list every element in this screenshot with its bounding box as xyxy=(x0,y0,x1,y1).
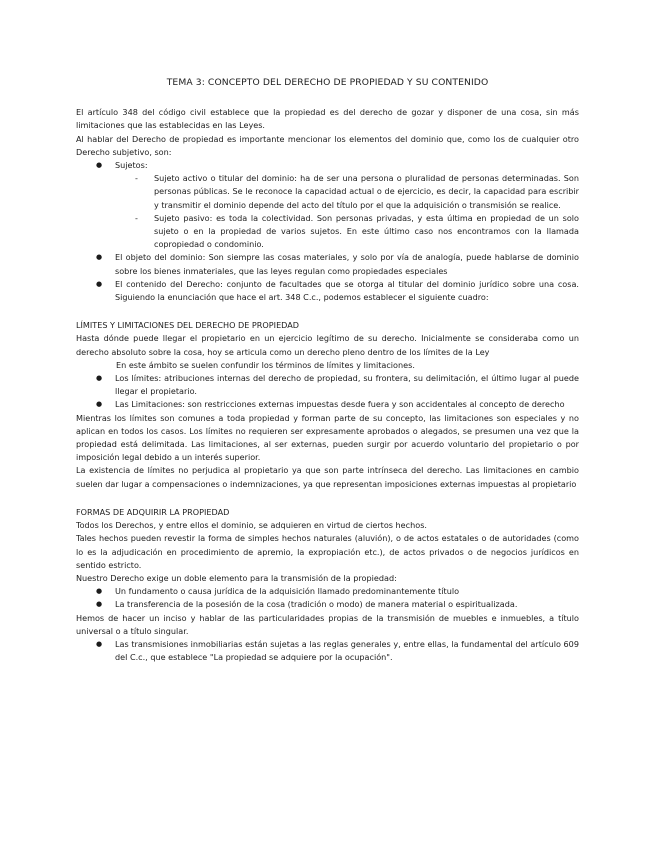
limites-indent-paragraph: En este ámbito se suelen confundir los términos de límites y limitaciones. xyxy=(116,359,415,370)
bullet-icon: ● xyxy=(96,279,103,288)
bullet-icon: ● xyxy=(96,161,103,170)
limites-paragraph-1: Hasta dónde puede llegar el propietario en un ejercicio legítimo de su derecho. Inicialmente se consideraba como un derecho absoluto sobre la cosa, hoy se articula como un derecho pleno dentro de los límites de la Ley xyxy=(76,333,579,357)
list-item-fundamento xyxy=(76,585,579,598)
dash-icon: - xyxy=(135,212,138,223)
objeto-text: El objeto del dominio: Son siempre las cosas materiales, y solo por vía de analogía, puede hablarse de dominio sobre los bienes inmateriales, que las leyes regulan como propiedades especiales xyxy=(115,252,579,276)
list-item-contenido xyxy=(76,278,579,304)
bullet-icon: ● xyxy=(96,400,103,409)
bullet-icon: ● xyxy=(96,639,103,648)
limites-paragraph-3: La existencia de límites no perjudica al propietario ya que son parte intrínseca del derecho. Las limitaciones en cambio suelen dar lugar a compensaciones o indemnizaciones, ya que representan imposiciones externas impuestas al propietario xyxy=(76,465,579,489)
formas-list-2 xyxy=(76,638,579,664)
formas-paragraph-2: Tales hechos pueden revestir la forma de simples hechos naturales (aluvión), o de actos estatales o de autoridades (como lo es la adjudicación en procedimiento de apremio, la expropiación etc.), de actos privados o de negocios jurídicos en sentido estricto. xyxy=(76,533,579,570)
bullet-icon: ● xyxy=(96,587,103,596)
section-heading-limites: LÍMITES Y LIMITACIONES DEL DERECHO DE PROPIEDAD xyxy=(76,320,300,331)
elements-list xyxy=(76,159,579,304)
contenido-text: El contenido del Derecho: conjunto de facultades que se otorga al titular del dominio jurídico sobre una cosa. Siguiendo la enunciación que hace el art. 348 C.c., podemos establecer el siguiente cuadro: xyxy=(115,278,579,303)
sub-list-item-sujeto-pasivo xyxy=(76,212,579,252)
formas-paragraph-3: Nuestro Derecho exige un doble elemento para la transmisión de la propiedad: xyxy=(76,572,397,583)
formas-paragraph-1: Todos los Derechos, y entre ellos el dominio, se adquieren en virtud de ciertos hechos. xyxy=(76,520,427,531)
list-item-limites xyxy=(76,372,579,398)
section-heading-formas: FORMAS DE ADQUIRIR LA PROPIEDAD xyxy=(76,506,230,517)
limites-paragraph-2: Mientras los límites son comunes a toda propiedad y forman parte de su concepto, las limitaciones son especiales y no aplican en todos los casos. Los límites no requieren ser expresamente aprobados o alegados, se presumen una vez que la propiedad está delimitada. Las limitaciones, al ser externas, pueden surgir por acuerdo voluntario del propietario o por imposición legal debido a un interés superior. xyxy=(76,412,579,463)
transferencia-text: La transferencia de la posesión de la cosa (tradición o modo) de manera material o espiritualizada. xyxy=(115,599,518,610)
sujeto-pasivo-text: Sujeto pasivo: es toda la colectividad. Son personas privadas, y esta última en propiedad de un solo sujeto o en la propiedad de varios sujetos. En este último caso nos encontramos con la llamada copropiedad o condominio. xyxy=(154,212,579,250)
limites-text: Los límites: atribuciones internas del derecho de propiedad, su frontera, su delimitación, el último lugar al puede llegar el propietario. xyxy=(115,373,579,397)
transmisiones-text: Las transmisiones inmobiliarias están sujetas a las reglas generales y, entre ellas, la fundamental del artículo 609 del C.c., que establece "La propiedad se adquiere por la ocupación". xyxy=(115,638,579,663)
intro-paragraph-1: El artículo 348 del código civil establece que la propiedad es del derecho de gozar y disponer de una cosa, sin más limitaciones que las establecidas en las Leyes. xyxy=(76,107,579,131)
list-item-transferencia xyxy=(76,598,579,611)
formas-paragraph-4: Hemos de hacer un inciso y hablar de las particularidades propias de la transmisión de muebles e inmuebles, a título universal o a título singular. xyxy=(76,612,579,636)
limitaciones-text: Las Limitaciones: son restricciones externas impuestas desde fuera y son accidentales al concepto de derecho xyxy=(115,399,565,410)
sub-list-item-sujeto-activo xyxy=(76,172,579,212)
list-item-sujetos xyxy=(76,159,579,172)
bullet-icon: ● xyxy=(96,600,103,609)
dash-icon: - xyxy=(135,173,138,184)
list-item-limitaciones xyxy=(76,398,579,411)
list-item-objeto xyxy=(76,251,579,277)
sujeto-activo-text: Sujeto activo o titular del dominio: ha de ser una persona o pluralidad de personas determinadas. Son personas públicas. Se le reconoce la capacidad actual o de ejercicio, es decir, la capacidad para escribir y transmitir el dominio depende del acto del título por el que la adquisición o transmisión se realice. xyxy=(154,173,579,210)
limites-list xyxy=(76,372,579,412)
intro-paragraph-2: Al hablar del Derecho de propiedad es importante mencionar los elementos del dominio que, como los de cualquier otro Derecho subjetivo, son: xyxy=(76,133,579,157)
fundamento-text: Un fundamento o causa jurídica de la adquisición llamado predominantemente título xyxy=(115,586,460,597)
formas-list xyxy=(76,585,579,611)
bullet-icon: ● xyxy=(96,374,103,383)
page-title: TEMA 3: CONCEPTO DEL DERECHO DE PROPIEDAD Y SU CONTENIDO xyxy=(166,77,489,88)
bullet-icon: ● xyxy=(96,253,103,262)
list-item-transmisiones xyxy=(76,638,579,664)
sujetos-label: Sujetos: xyxy=(115,160,148,171)
